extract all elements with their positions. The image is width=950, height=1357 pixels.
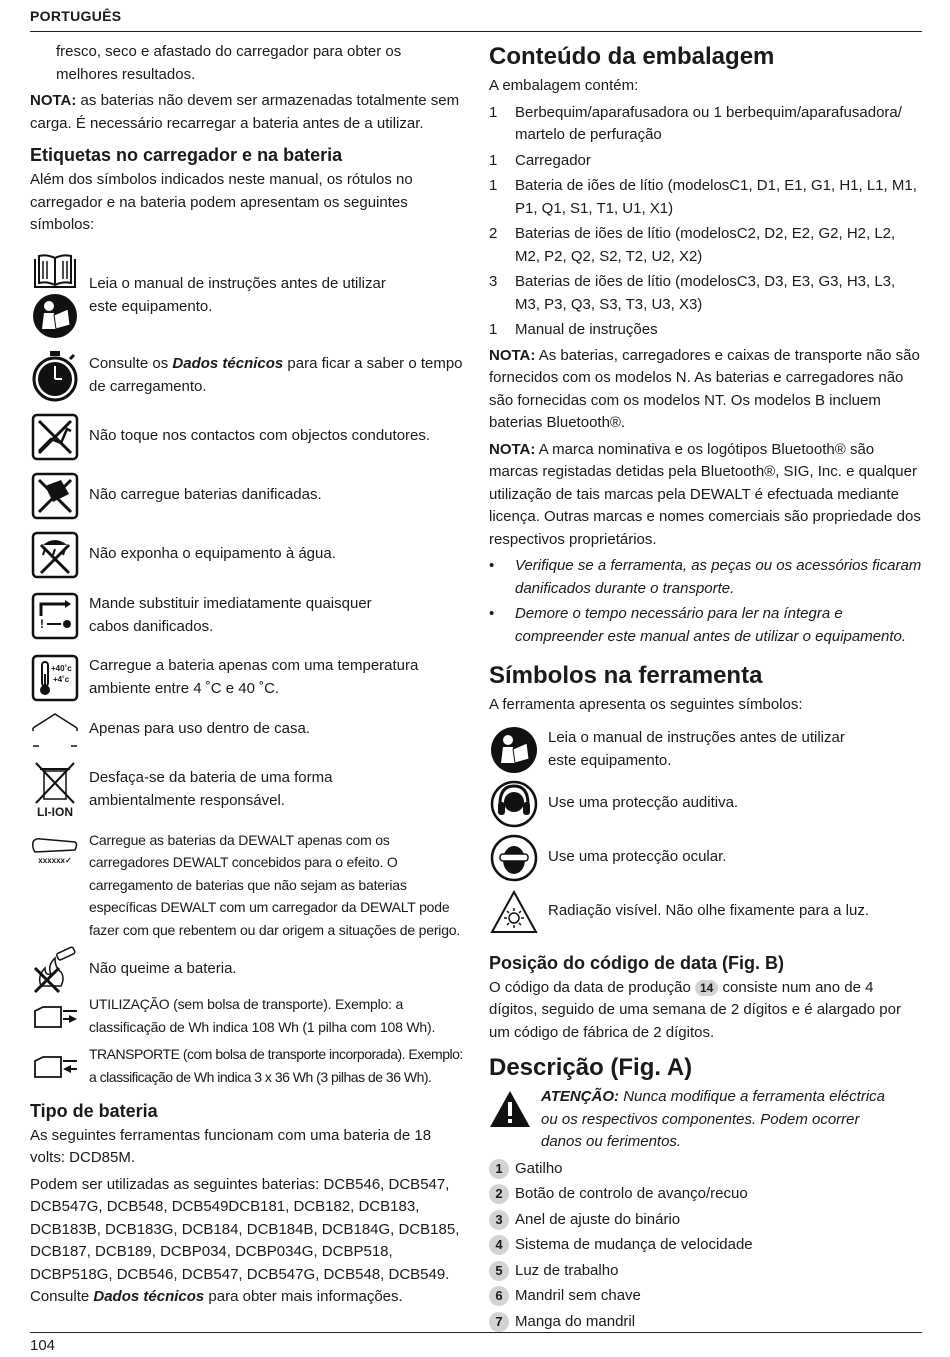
warning-block: ATENÇÃO: Nunca modifique a ferramenta eléctrica ou os respectivos componentes. Podem ocorrer danos ou ferimentos. (489, 1086, 924, 1154)
svg-text:+40˚c: +40˚c (51, 663, 72, 673)
contents-qty: 3 (489, 273, 498, 290)
tool-symbols-heading: Símbolos na ferramenta (489, 662, 763, 689)
part-label: Sistema de mudança de velocidade (515, 1236, 753, 1253)
ear-protection-icon (490, 780, 538, 828)
callout-badge: 14 (695, 980, 718, 996)
symbol-read-manual: Leia o manual de instruções antes de utilizar este equipamento. (30, 247, 465, 345)
bullet-item: • Verifique se a ferramenta, as peças ou os acessórios ficaram danificados durante o transporte. (489, 557, 922, 597)
symbol-no-burn: Não queime a bateria. (30, 949, 465, 991)
symbol-no-damaged-batteries: Não carregue baterias danificadas. (30, 467, 465, 525)
symbol-dispose: LI-ION Desfaça-se da bateria de uma forma ambientalmente responsável. (30, 751, 465, 829)
tool-symbol-eye: Use uma protecção ocular. (489, 833, 924, 883)
damaged-battery-icon (31, 472, 79, 520)
language-label: PORTUGUÊS (30, 8, 122, 24)
part-item (489, 1234, 924, 1257)
open-book-icon (32, 253, 78, 291)
battery-type-p2: Podem ser utilizadas as seguintes baterias: DCB546, DCB547, DCB547G, DCB548, DCB549DCB181, DCB182, DCB183, DCB183B, DCB183G, DCB184, DCB184B, DCB184G, DCB185, DCB187, DCB189, DCBP034, DCBP034G, DCBP518, DCBP518G, DCB546, DCB547, DCB547G, DCB548, DCB549. Consulte Dados técnicos para obter mais informações. (30, 1175, 460, 1305)
part-item (489, 1209, 924, 1232)
date-code-heading: Posição do código de data (Fig. B) (489, 952, 785, 973)
part-label: Luz de trabalho (515, 1261, 619, 1279)
intro-continuation: fresco, seco e afastado do carregador para obter os melhores resultados. (56, 43, 402, 83)
part-number-badge: 1 (489, 1159, 509, 1179)
symbol-charge-time: Consulte os Dados técnicos para ficar a saber o tempo de carregamento. (30, 345, 465, 407)
stopwatch-icon (31, 350, 79, 402)
symbol-transport-rating: TRANSPORTE (com bolsa de transporte incorporada). Exemplo: a classificação de Wh indica 3 x 36 Wh (3 pilhas de 36 Wh). (30, 1041, 465, 1091)
page-header (30, 8, 922, 32)
tool-symbol-manual: Leia o manual de instruções antes de utilizar este equipamento. (489, 725, 924, 775)
contents-text: Manual de instruções (515, 321, 658, 338)
page-number: 104 (30, 1337, 56, 1354)
part-item (489, 1285, 924, 1308)
warning-triangle-icon (489, 1090, 531, 1128)
part-label: Manga do mandril (515, 1312, 636, 1330)
labels-heading: Etiquetas no carregador e na bateria (30, 145, 343, 165)
liion-label: LI-ION (37, 804, 73, 819)
contents-qty: 2 (489, 225, 498, 242)
part-number-badge: 6 (489, 1286, 509, 1306)
part-item (489, 1311, 924, 1334)
description-heading: Descrição (Fig. A) (489, 1054, 693, 1081)
part-item (489, 1183, 924, 1206)
contents-list (489, 102, 924, 342)
part-label: Mandril sem chave (515, 1287, 641, 1304)
part-label: Botão de controlo de avanço/recuo (515, 1185, 748, 1202)
battery-use-icon (31, 1001, 79, 1031)
tool-symbol-ear: Use uma protecção auditiva. (489, 779, 924, 829)
tool-symbols-intro: A ferramenta apresenta os seguintes símbolos: (489, 696, 803, 713)
eye-protection-icon (490, 834, 538, 882)
contents-qty: 1 (489, 151, 498, 169)
part-number-badge: 5 (489, 1261, 509, 1281)
svg-text:+4˚c: +4˚c (53, 674, 70, 684)
thermometer-icon (31, 654, 79, 702)
symbol-indoor-only: Apenas para uso dentro de casa. (30, 709, 465, 751)
tool-symbol-light: Radiação visível. Não olhe fixamente para a luz. (489, 887, 924, 937)
part-label: Gatilho (515, 1159, 563, 1177)
contents-item (489, 319, 924, 342)
light-radiation-icon (490, 890, 538, 934)
battery-transport-icon (31, 1051, 79, 1081)
contents-intro: A embalagem contém: (489, 77, 639, 94)
part-number-badge: 3 (489, 1210, 509, 1230)
contents-item (489, 150, 924, 173)
symbol-damaged-cables: ! Mande substituir imediatamente quaisquer cabos danificados. (30, 585, 465, 647)
no-touch-contacts-icon (31, 413, 79, 461)
note-bluetooth: NOTA: A marca nominativa e os logótipos Bluetooth® são marcas registadas detidas pela Bluetooth®, SIG, Inc. e qualquer utilização de tais marcas pela DEWALT é efectuada mediante licença. Outras marcas e nomes comerciais são propriedade dos respectivos proprietários. (489, 440, 921, 548)
no-water-icon (31, 531, 79, 579)
part-number-badge: 2 (489, 1184, 509, 1204)
read-manual-icon (32, 293, 78, 339)
note-models: NOTA: As baterias, carregadores e caixas de transporte não são fornecidos com os modelos N. As baterias e carregadores não são fornecidas com os modelos NT. Os modelos B incluem baterias Bluetooth®. (489, 346, 920, 431)
cable-replace-icon (31, 592, 79, 640)
contents-text: Baterias de iões de lítio (modelosC2, D2, E2, G2, H2, L2, M2, P2, Q2, S2, T2, U2, X2) (515, 225, 896, 265)
symbol-dewalt-chargers: xxxxxx✓ Carregue as baterias da DEWALT apenas com os carregadores DEWALT concebidos para o efeito. O carregamento de baterias que não sejam as baterias específicas DEWALT com um carregador da DEWALT pode fazer com que rebentem ou dar origem a situações de perigo. (30, 829, 465, 949)
battery-type-heading: Tipo de bateria (30, 1100, 158, 1121)
symbol-no-conductive-objects: Não toque nos contactos com objectos condutores. (30, 407, 465, 467)
note-storage: NOTA: as baterias não devem ser armazenadas totalmente sem carga. É necessário recarregar a bateria antes de a utilizar. (30, 92, 460, 132)
house-icon (31, 712, 79, 748)
read-manual-icon (490, 726, 538, 774)
right-column (489, 41, 924, 1336)
contents-text: Carregador (515, 151, 591, 169)
battery-type-p1: As seguintes ferramentas funcionam com uma bateria de 18 volts: DCD85M. (30, 1126, 432, 1166)
bullet-item: • Demore o tempo necessário para ler na íntegra e compreender este manual antes de utilizar o equipamento. (489, 605, 907, 645)
part-label: Anel de ajuste do binário (515, 1210, 681, 1228)
part-number-badge: 4 (489, 1235, 509, 1255)
symbol-temperature: +40˚c +4˚c Carregue a bateria apenas com uma temperatura ambiente entre 4 ˚C e 40 ˚C. (30, 647, 465, 709)
contents-item (489, 223, 924, 268)
svg-text:!: ! (40, 616, 44, 631)
contents-text: Bateria de iões de lítio (modelosC1, D1, E1, G1, H1, L1, M1, P1, Q1, S1, T1, U1, X1) (515, 177, 917, 217)
parts-list (489, 1158, 924, 1334)
contents-text: Baterias de iões de lítio (modelosC3, D3, E3, G3, H3, L3, M3, P3, Q3, S3, T3, U3, X3) (515, 273, 896, 313)
contents-qty: 1 (489, 103, 498, 121)
contents-item (489, 175, 924, 220)
part-number-badge: 7 (489, 1312, 509, 1332)
part-item (489, 1260, 924, 1283)
contents-qty: 1 (489, 321, 498, 338)
symbol-no-water: Não exponha o equipamento à água. (30, 525, 465, 585)
crossed-bin-icon (34, 761, 76, 805)
contents-item (489, 102, 924, 147)
date-code-text: O código da data de produção 14 consiste num ano de 4 dígitos, seguido de uma semana de 2 dígitos e é alargado por um código de fábrica de 2 dígitos. (489, 978, 901, 1041)
no-fire-icon (31, 946, 79, 994)
contents-item (489, 271, 924, 316)
part-item (489, 1158, 924, 1181)
charger-icon (31, 836, 79, 856)
symbol-use-rating: UTILIZAÇÃO (sem bolsa de transporte). Exemplo: a classificação de Wh indica 108 Wh (1 pilha com 108 Wh). (30, 991, 465, 1041)
labels-intro: Além dos símbolos indicados neste manual, os rótulos no carregador e na bateria podem apresentam os seguintes símbolos: (30, 171, 413, 233)
contents-text: Berbequim/aparafusadora ou 1 berbequim/aparafusadora/ martelo de perfuração (515, 103, 902, 143)
left-column (30, 41, 465, 1313)
page-footer (30, 1332, 922, 1354)
contents-heading: Conteúdo da embalagem (489, 43, 775, 70)
contents-qty: 1 (489, 177, 498, 194)
